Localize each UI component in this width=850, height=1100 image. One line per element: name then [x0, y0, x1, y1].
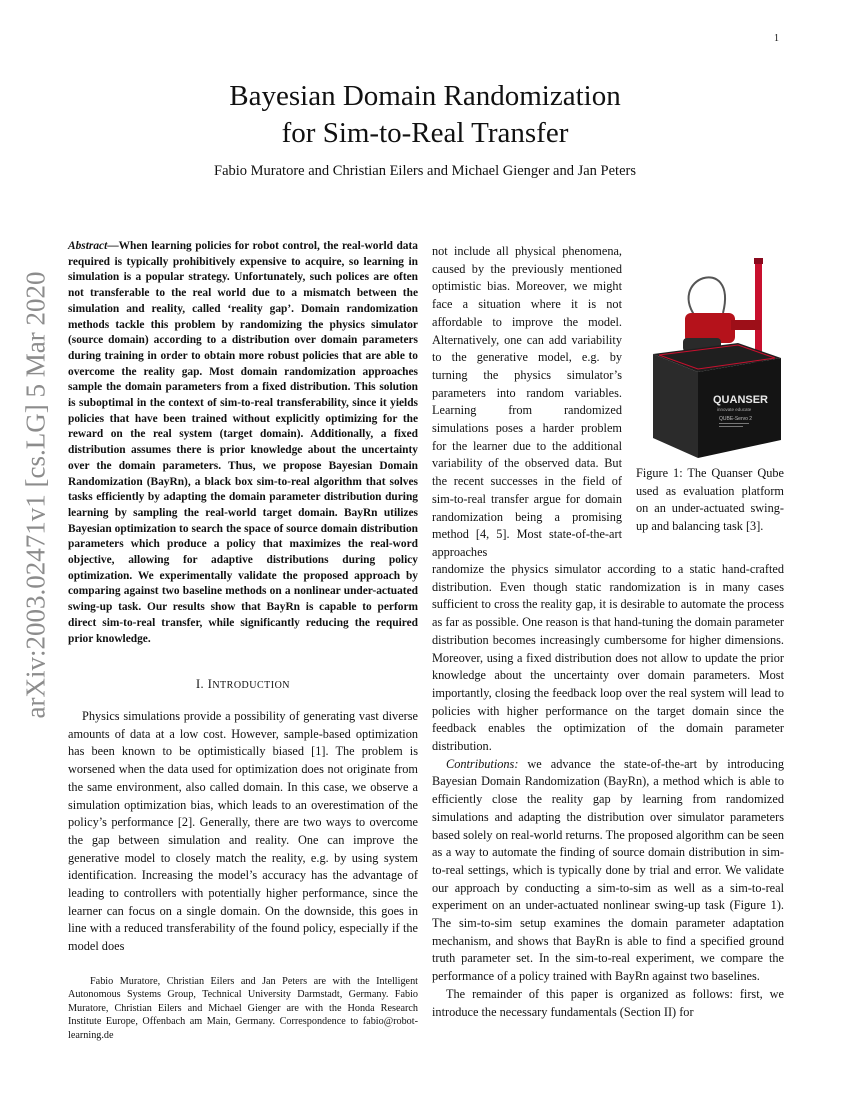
title-line-1: Bayesian Domain Randomization: [229, 80, 621, 112]
quanser-qube-figure: [643, 258, 785, 458]
page-number: 1: [774, 33, 779, 44]
figure-caption: Figure 1: The Quanser Qube used as evaluation platform on an under-actuated swing-up and balancing task [3].: [636, 466, 784, 533]
qube-side: [653, 354, 698, 458]
abstract: [68, 239, 418, 647]
paragraph-randomize: randomize the physics simulator according to a static hand-crafted distribution. Even though static randomization is in many cases sufficient to cross the reality gap, it is desirable to automate the process as far as possible. One reason is that hand-tuning the domain parameter distribution becomes increasingly cumbersome for higher dimensions. Moreover, using a fixed distribution does not allow to update the prior knowledge about the uncertainty over domain parameters. Most importantly, closing the feedback loop over the real system will lead to policies with higher performance on the target domain since the feedback enables the optimization of the domain parameter distribution.: [432, 562, 784, 754]
intro-continuation: not include all physical phenomena, caused by the previously mentioned optimistic bias. Moreover, we might face a situation where it is not affordable to improve the model. Alternatively, one can add variability to the generative model, e.g. by turning the physics simulator’s parameters into random variables. Learning from randomized simulations poses a harder problem for the learner due to the additional variability of the observed data. But the recent successes in the field of sim-to-real transfer argue for domain randomization being a promising method [4, 5]. Most state-of-the-art approaches: [432, 244, 622, 559]
quanser-logo: QUANSER: [713, 394, 769, 406]
contributions-label: Contributions:: [446, 756, 519, 771]
author-list: Fabio Muratore and Christian Eilers and Michael Gienger and Jan Peters: [214, 163, 636, 179]
section-rest: NTRODUCTION: [212, 680, 291, 691]
right-column-body: [432, 561, 784, 1021]
intro-paragraph: Physics simulations provide a possibility of generating vast diverse amounts of data at a low cost. However, sample-based optimization has been known to be optimistically biased [1]. The problem is worsened when the data used for optimization does not originate from the same environment, also called domain. In this case, we observe a simulation optimization bias, which leads to an overestimation of the policy’s performance [2]. Generally, there are two ways to overcome the gap between simulation and reality. One can improve the generative model to closely match the reality, e.g. by using system identification. Increasing the model’s accuracy has the advantage of leading to controllers with potentially higher performance, since the learner can focus on a single domain. On the downside, this goes in line with a reduced transferability of the found policy, especially if the model does: [68, 709, 418, 954]
abstract-text: —When learning policies for robot control, the real-world data required is typically prohibitively expensive to acquire, so learning in simulation is a popular strategy. Unfortunately, such polices are often not transferable to the real world due to a mismatch between the simulation and reality, called ‘reality gap’. Domain randomization methods tackle this problem by randomizing the physics simulator (source domain) according to a distribution over domain parameters during training in order to obtain more robust policies that are able to overcome the reality gap. Most domain randomization approaches sample the domain parameters from a fixed distribution. This solution is suboptimal in the context of sim-to-real transferability, since it yields policies that have been trained without explicitly optimizing for the reward on the real system (target domain). Additionally, a fixed distribution assumes there is prior knowledge about the uncertainty over the domain parameters. Thus, we propose Bayesian Domain Randomization (BayRn), a black box sim-to-real algorithm that solves tasks efficiently by adapting the domain parameter distribution during learning by sampling the real-world target domain. BayRn utilizes Bayesian optimization to search the space of source domain distribution parameters which produce a policy that maximizes the real-word objective, allowing for adaptive distributions during policy optimization. We experimentally validate the proposed approach by comparing against two baseline methods on a nonlinear under-actuated swing-up task. Our results show that BayRn is capable to perform direct sim-to-real transfer, while significantly reducing the required prior knowledge.: [68, 240, 418, 645]
device-label: QUBE-Servo 2: [719, 416, 753, 422]
paragraph-remainder: The remainder of this paper is organized as follows: first, we introduce the necessary fundamentals (Section II) for: [432, 986, 784, 1019]
title-line-2: for Sim-to-Real Transfer: [281, 117, 569, 149]
contributions-text: we advance the state-of-the-art by introducing Bayesian Domain Randomization (BayRn), a method which is able to efficiently close the reality gap by learning from randomized simulations and adapting the distribution over simulator parameters based solely on real-world returns. The proposed algorithm can be seen as a way to automate the finding of source domain distribution in sim-to-real settings, which is typically done by trial and error. We validate our approach by conducting a sim-to-sim as well as a sim-to-real experiment on an under-actuated nonlinear swing-up task (Figure 1). The sim-to-sim setup examines the domain parameter adaptation mechanism, and shows that BayRn is able to find a specified ground truth parameter set. In the sim-to-real experiment, we compare the performance of a policy trained with BayRn against two baselines.: [432, 756, 784, 984]
quanser-logo-sub: innovate educate: [717, 407, 752, 412]
section-heading-introduction: [68, 677, 418, 692]
arxiv-stamp: arXiv:2003.02471v1 [cs.LG] 5 Mar 2020: [20, 271, 51, 719]
section-first-letter: I: [207, 677, 213, 691]
paragraph-contributions: [432, 756, 784, 986]
author-affiliation-footnote: Fabio Muratore, Christian Eilers and Jan Peters are with the Intelligent Autonomous Systems Group, Technical University Darmstadt, Germany. Fabio Muratore, Christian Eilers and Michael Gienger are with the Honda Research Institute Europe, Offenbach am Main, Germany. Correspondence to fabio@robot-learning.de: [68, 976, 418, 1041]
abstract-label: Abstract: [68, 240, 108, 252]
paper-title: [150, 78, 700, 152]
arxiv-sidebar: [0, 0, 60, 1100]
section-number: I.: [195, 677, 208, 691]
